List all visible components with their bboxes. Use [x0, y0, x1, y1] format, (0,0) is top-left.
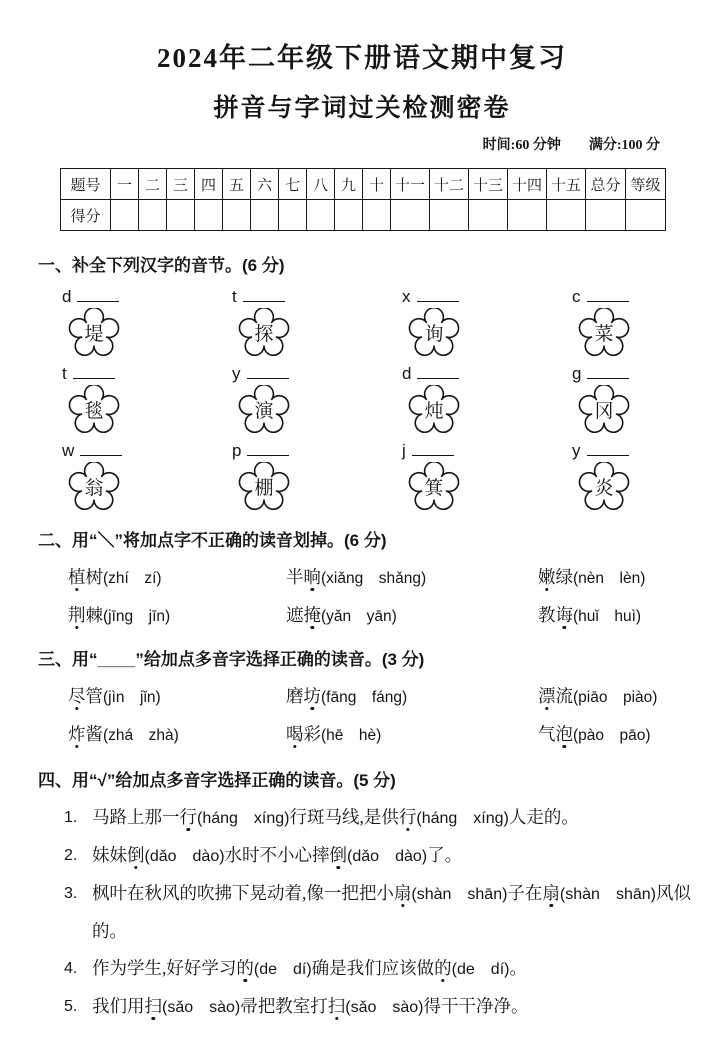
- syllable-line: [402, 363, 572, 384]
- word-pre: 半: [286, 567, 304, 587]
- pinyin-options: (pào pāo): [573, 727, 651, 744]
- syllable-item: [232, 363, 402, 435]
- sentence-number: 2.: [64, 847, 78, 864]
- pinyin-options: (xiǎng shǎng): [321, 570, 427, 587]
- sentence: [64, 799, 698, 837]
- flower-character: 炎: [594, 477, 614, 499]
- score-table-header: 二: [139, 169, 167, 200]
- dotted-char: 炸: [68, 724, 86, 744]
- syllable-line: [232, 440, 402, 461]
- paper-title-line1: 2024年二年级下册语文期中复习: [157, 43, 567, 73]
- answer-blank: [247, 365, 289, 379]
- score-cell: [223, 200, 251, 231]
- flower-shape: [62, 308, 126, 358]
- score-cell: [279, 200, 307, 231]
- text-part: 行斑马线,是供: [289, 807, 399, 827]
- word-pre: 教: [538, 605, 556, 625]
- word-post: 酱: [85, 724, 103, 744]
- word-post: 管: [85, 686, 103, 706]
- word-entry: [68, 678, 286, 716]
- score-cell: [586, 200, 626, 231]
- word-entry: [286, 716, 538, 754]
- dotted-char: 坊: [303, 686, 321, 706]
- pinyin-options: (piāo piào): [573, 689, 658, 706]
- dotted-char: 倒: [329, 845, 348, 865]
- dotted-char: 的: [434, 958, 452, 978]
- text-part: 水时不小心摔: [224, 845, 330, 865]
- dotted-char: 行: [398, 807, 417, 827]
- pinyin-options: (yǎn yān): [321, 608, 397, 625]
- word-entry: [68, 559, 286, 597]
- answer-blank: [417, 365, 459, 379]
- score-table-header: 等级: [626, 169, 666, 200]
- syllable-line: [232, 286, 402, 307]
- pinyin-options: (háng xíng): [416, 810, 509, 827]
- syllable-item: [402, 440, 572, 512]
- time-limit-label: 时间:60 分钟: [482, 138, 561, 153]
- flower-shape: [62, 385, 126, 435]
- word-pre: 磨: [286, 686, 304, 706]
- word-entry: [286, 597, 538, 635]
- pinyin-options: (shàn shān): [559, 886, 656, 903]
- pinyin-options: (shàn shān): [411, 886, 508, 903]
- answer-blank: [77, 288, 119, 302]
- syllable-line: [402, 440, 572, 461]
- dotted-char: 扫: [144, 996, 162, 1016]
- score-table-header: 十五: [547, 169, 586, 200]
- sentence-text: [92, 799, 698, 837]
- initial-letter: p: [232, 441, 242, 460]
- pinyin-options: (de dí): [451, 961, 510, 978]
- syllable-item: [62, 440, 232, 512]
- answer-blank: [417, 288, 459, 302]
- exam-paper-page: [0, 36, 724, 1060]
- pinyin-options: (dǎo dào): [347, 848, 428, 865]
- section3-word-grid: [68, 678, 724, 754]
- text-part: 人走的。: [508, 807, 579, 827]
- syllable-item: [402, 363, 572, 435]
- dotted-char: 诲: [555, 605, 573, 625]
- dotted-char: 尽: [68, 686, 86, 706]
- section1-heading: 一、补全下列汉字的音节。(6 分): [38, 256, 285, 275]
- pinyin-options: (fāng fáng): [321, 689, 408, 706]
- score-cell: [139, 200, 167, 231]
- pinyin-options: (sǎo sào): [162, 999, 241, 1016]
- text-part: 子在: [507, 883, 543, 903]
- section3-heading: 三、用“____”给加点多音字选择正确的读音。(3 分): [38, 650, 425, 669]
- pinyin-options: (háng xíng): [197, 810, 290, 827]
- syllable-item: [572, 440, 724, 512]
- answer-blank: [73, 365, 115, 379]
- flower-character: 演: [254, 400, 274, 422]
- dotted-char: 扇: [542, 883, 560, 903]
- section2-heading: 二、用“＼”将加点字不正确的读音划掉。(6 分): [38, 531, 387, 550]
- flower-character: 冈: [594, 400, 614, 422]
- word-entry: [538, 716, 724, 754]
- text-part: 。: [509, 958, 527, 978]
- word-entry: [286, 678, 538, 716]
- score-table-header: 总分: [586, 169, 626, 200]
- flower-character: 菜: [594, 323, 614, 345]
- syllable-item: [572, 363, 724, 435]
- score-cell: [195, 200, 223, 231]
- dotted-char: 的: [236, 958, 254, 978]
- sentence: [64, 988, 698, 1026]
- score-cell: [430, 200, 469, 231]
- text-part: 枫叶在秋风的吹拂下晃动着,像一把把小: [92, 883, 394, 903]
- answer-blank: [80, 442, 122, 456]
- flower-shape: [402, 462, 466, 512]
- syllable-line: [62, 440, 232, 461]
- word-post: 棘: [85, 605, 103, 625]
- pinyin-options: (jīng jīn): [103, 608, 171, 625]
- pinyin-options: (de dí): [253, 961, 312, 978]
- syllable-line: [62, 363, 232, 384]
- answer-blank: [247, 442, 289, 456]
- text-part: 妹妹: [92, 845, 127, 865]
- score-table-header: 五: [223, 169, 251, 200]
- score-table-header: 九: [335, 169, 363, 200]
- initial-letter: g: [572, 364, 582, 383]
- score-table-header: 三: [167, 169, 195, 200]
- score-table-header: 题号: [61, 169, 111, 200]
- full-score-label: 满分:100 分: [588, 138, 660, 153]
- score-cell: [363, 200, 391, 231]
- initial-letter: y: [232, 364, 241, 383]
- score-table-header: 十一: [391, 169, 430, 200]
- syllable-grid: [62, 286, 724, 512]
- word-post: 绿: [555, 567, 573, 587]
- flower-shape: [572, 385, 636, 435]
- word-post: 流: [555, 686, 573, 706]
- score-cell: [167, 200, 195, 231]
- sentence-text: [92, 837, 698, 875]
- dotted-char: 泡: [555, 724, 573, 744]
- dotted-char: 行: [179, 807, 197, 827]
- paper-title-line2: 拼音与字词过关检测密卷: [213, 95, 511, 122]
- flower-shape: [232, 462, 296, 512]
- sentence: [64, 837, 698, 875]
- score-table-header: 一: [111, 169, 139, 200]
- word-entry: [68, 597, 286, 635]
- dotted-char: 晌: [303, 567, 321, 587]
- flower-character: 棚: [254, 477, 274, 499]
- dotted-char: 掩: [303, 605, 321, 625]
- answer-blank: [412, 442, 454, 456]
- answer-blank: [587, 442, 629, 456]
- text-part: 帚把教室打: [240, 996, 328, 1016]
- pinyin-options: (huǐ huì): [573, 608, 642, 625]
- initial-letter: t: [62, 364, 67, 383]
- score-table-header: 六: [251, 169, 279, 200]
- sentence-number: 1.: [64, 809, 78, 826]
- sentence-text: [92, 950, 698, 988]
- sentence-number: 4.: [64, 960, 78, 977]
- syllable-line: [232, 363, 402, 384]
- syllable-item: [232, 440, 402, 512]
- sentence-number: 5.: [64, 998, 78, 1015]
- dotted-char: 荆: [68, 605, 86, 625]
- pinyin-options: (hē hè): [321, 727, 382, 744]
- dotted-char: 嫩: [538, 567, 556, 587]
- dotted-char: 植: [68, 567, 86, 587]
- syllable-item: [62, 363, 232, 435]
- section4-heading: 四、用“√”给加点多音字选择正确的读音。(5 分): [38, 771, 396, 790]
- sentence-text: [92, 875, 698, 950]
- flower-shape: [572, 462, 636, 512]
- flower-character: 翁: [84, 477, 104, 499]
- score-table-score-row: [61, 200, 666, 231]
- score-cell: [508, 200, 547, 231]
- syllable-line: [572, 440, 724, 461]
- text-part: 得干干净净。: [423, 996, 529, 1016]
- score-table-header-row: [61, 169, 666, 200]
- syllable-item: [572, 286, 724, 358]
- text-part: 风似的。: [92, 883, 691, 941]
- syllable-line: [62, 286, 232, 307]
- pinyin-options: (nèn lèn): [573, 570, 646, 587]
- score-table-header: 十四: [508, 169, 547, 200]
- paper-meta: [0, 134, 724, 154]
- word-entry: [538, 597, 724, 635]
- score-table-header: 四: [195, 169, 223, 200]
- word-pre: 遮: [286, 605, 304, 625]
- score-cell: [335, 200, 363, 231]
- word-entry: [538, 678, 724, 716]
- score-table-header: 八: [307, 169, 335, 200]
- score-cell: [307, 200, 335, 231]
- initial-letter: j: [402, 441, 406, 460]
- word-post: 彩: [303, 724, 321, 744]
- score-cell: [111, 200, 139, 231]
- answer-blank: [587, 365, 629, 379]
- score-table-header: 十三: [469, 169, 508, 200]
- initial-letter: y: [572, 441, 581, 460]
- flower-shape: [232, 308, 296, 358]
- score-table-header: 十二: [430, 169, 469, 200]
- score-table: [60, 168, 666, 231]
- score-table-header: 十: [363, 169, 391, 200]
- flower-shape: [232, 385, 296, 435]
- word-pre: 气: [538, 724, 556, 744]
- pinyin-options: (dǎo dào): [144, 848, 225, 865]
- word-post: 树: [85, 567, 103, 587]
- syllable-item: [232, 286, 402, 358]
- score-cell: [391, 200, 430, 231]
- dotted-char: 倒: [127, 845, 145, 865]
- score-cell: [469, 200, 508, 231]
- sentence: [64, 875, 698, 950]
- syllable-item: [62, 286, 232, 358]
- initial-letter: d: [62, 287, 72, 306]
- score-cell: [626, 200, 666, 231]
- syllable-item: [402, 286, 572, 358]
- pinyin-options: (sǎo sào): [345, 999, 424, 1016]
- syllable-line: [572, 363, 724, 384]
- sentence-list: [0, 799, 724, 1026]
- word-entry: [286, 559, 538, 597]
- sentence-text: [92, 988, 698, 1026]
- flower-character: 探: [254, 323, 274, 345]
- flower-character: 毯: [84, 400, 104, 422]
- score-table-header: 七: [279, 169, 307, 200]
- text-part: 我们用: [92, 996, 145, 1016]
- answer-blank: [243, 288, 285, 302]
- flower-character: 询: [424, 323, 444, 345]
- dotted-char: 漂: [538, 686, 556, 706]
- flower-character: 堤: [84, 323, 104, 345]
- flower-shape: [402, 308, 466, 358]
- word-entry: [538, 559, 724, 597]
- text-part: 了。: [427, 845, 463, 865]
- flower-shape: [402, 385, 466, 435]
- score-cell: [251, 200, 279, 231]
- initial-letter: w: [62, 441, 75, 460]
- pinyin-options: (zhí zí): [103, 570, 162, 587]
- initial-letter: c: [572, 287, 581, 306]
- flower-shape: [62, 462, 126, 512]
- score-cell: [547, 200, 586, 231]
- flower-character: 炖: [424, 400, 444, 422]
- initial-letter: x: [402, 287, 411, 306]
- syllable-line: [572, 286, 724, 307]
- syllable-line: [402, 286, 572, 307]
- section2-word-grid: [68, 559, 724, 635]
- word-entry: [68, 716, 286, 754]
- text-part: 作为学生,好好学习: [92, 958, 237, 978]
- flower-shape: [572, 308, 636, 358]
- answer-blank: [587, 288, 629, 302]
- score-row-label: 得分: [61, 200, 111, 231]
- sentence: [64, 950, 698, 988]
- pinyin-options: (jìn jǐn): [103, 689, 161, 706]
- flower-character: 箕: [424, 477, 444, 499]
- dotted-char: 喝: [286, 724, 304, 744]
- sentence-number: 3.: [64, 885, 78, 902]
- initial-letter: d: [402, 364, 412, 383]
- text-part: 马路上那一: [92, 807, 180, 827]
- dotted-char: 扫: [327, 996, 346, 1016]
- initial-letter: t: [232, 287, 237, 306]
- text-part: 确是我们应该做: [311, 958, 435, 978]
- dotted-char: 扇: [393, 883, 412, 903]
- pinyin-options: (zhá zhà): [103, 727, 179, 744]
